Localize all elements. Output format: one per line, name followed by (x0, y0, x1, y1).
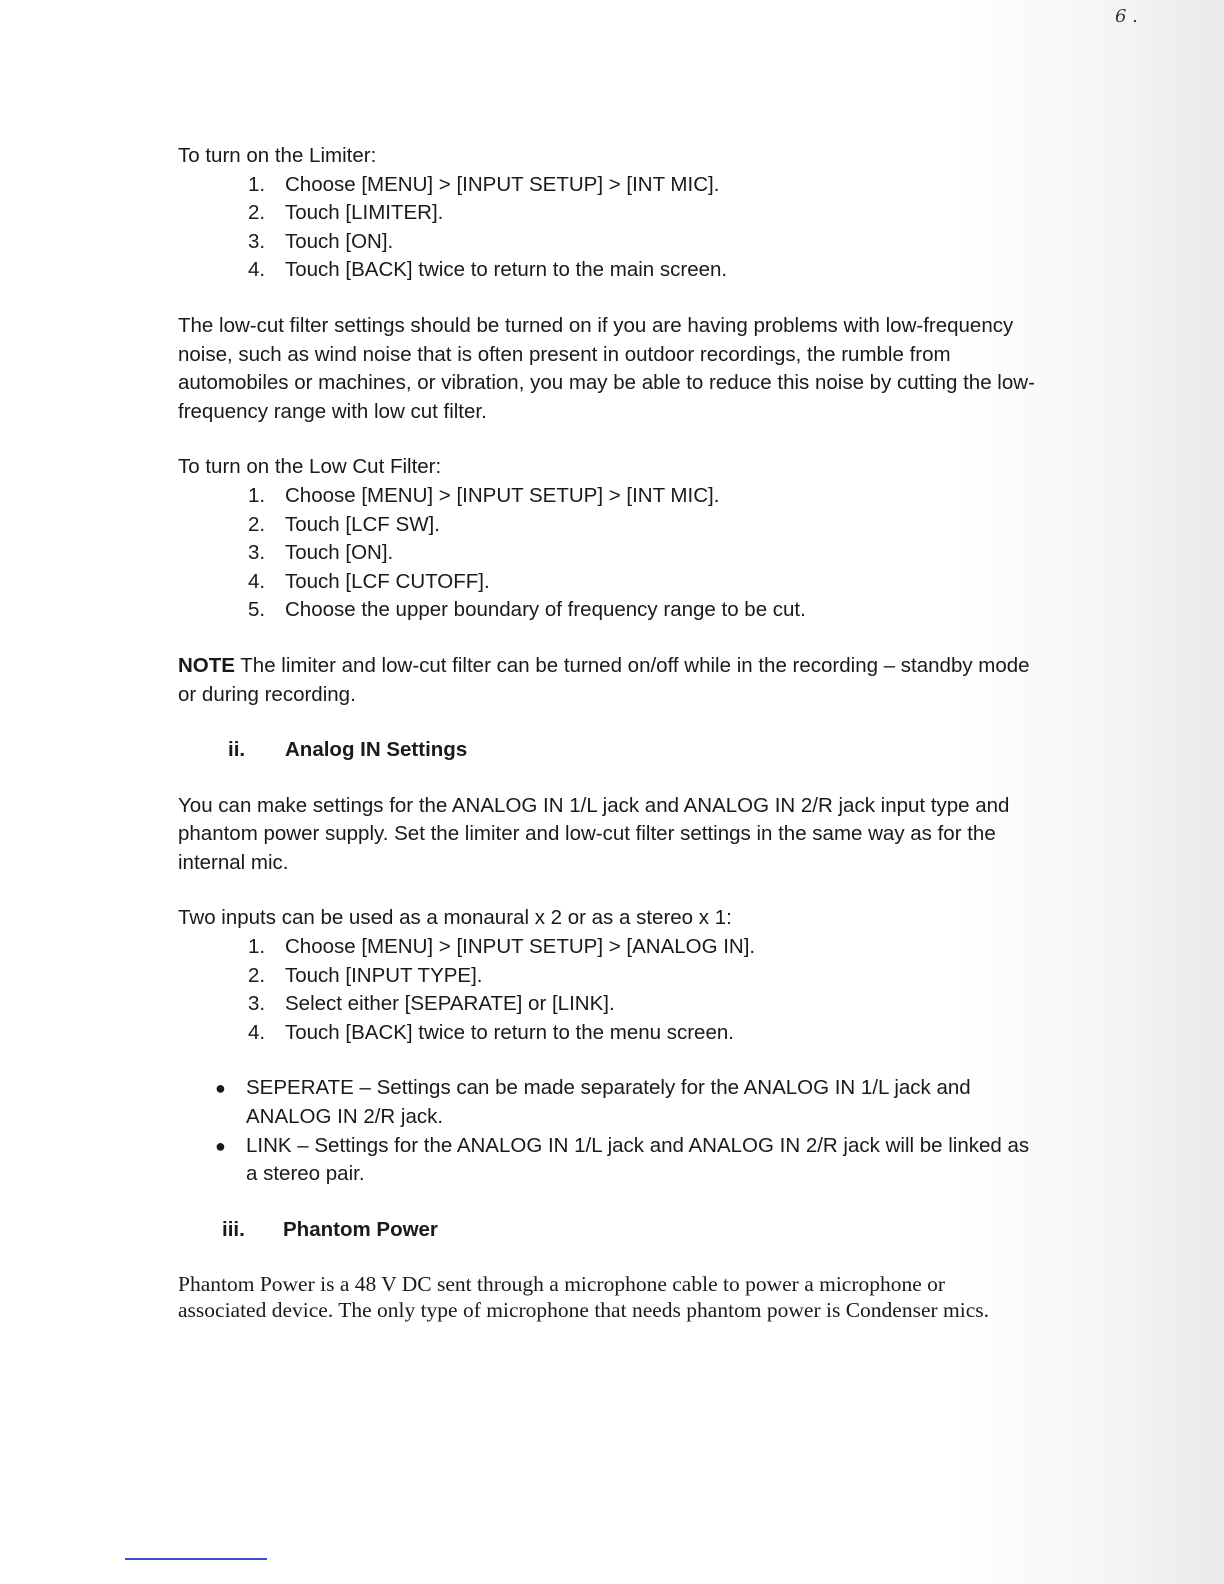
limiter-intro: To turn on the Limiter: (178, 144, 377, 167)
input-type-bullets (178, 1074, 1038, 1188)
footnote-rule (125, 1558, 267, 1560)
list-item: 2. Touch [INPUT TYPE]. (248, 963, 483, 987)
list-item: ● LINK – Settings for the ANALOG IN 1/L jack and ANALOG IN 2/R jack will be linked as a stereo pair. (215, 1133, 1030, 1186)
list-item: 3. Select either [SEPARATE] or [LINK]. (248, 992, 615, 1016)
note-paragraph (178, 652, 1038, 709)
list-item: 4. Touch [BACK] twice to return to the menu screen. (248, 1020, 734, 1044)
analog-in-intro: Two inputs can be used as a monaural x 2 or as a stereo x 1: (178, 906, 732, 930)
section-heading-analog-in: ii. Analog IN Settings (228, 738, 468, 762)
list-item: 1. Choose [MENU] > [INPUT SETUP] > [INT MIC]. (248, 172, 720, 196)
lowcut-steps (178, 482, 1038, 625)
list-item: 2. Touch [LIMITER]. (248, 201, 444, 225)
limiter-steps (178, 171, 1038, 285)
list-item: ● SEPERATE – Settings can be made separately for the ANALOG IN 1/L jack and ANALOG IN 2/R jack. (215, 1076, 971, 1129)
note-label: NOTE (178, 653, 235, 677)
lowcut-intro: To turn on the Low Cut Filter: (178, 455, 442, 479)
section-heading-phantom-power: iii. Phantom Power (222, 1217, 438, 1241)
phantom-power-paragraph: Phantom Power is a 48 V DC sent through a microphone cable to power a microphone or associated device. The only type of microphone that needs phantom power is Condenser mics. (178, 1272, 990, 1323)
list-item: 1. Choose [MENU] > [INPUT SETUP] > [ANALOG IN]. (248, 935, 756, 959)
list-item: 3. Touch [ON]. (248, 229, 394, 253)
list-item: 5. Choose the upper boundary of frequency range to be cut. (248, 598, 806, 622)
note-text: The limiter and low-cut filter can be turned on/off while in the recording – standby mode or during recording. (178, 653, 1030, 706)
list-item: 1. Choose [MENU] > [INPUT SETUP] > [INT MIC]. (248, 483, 720, 507)
list-item: 4. Touch [LCF CUTOFF]. (248, 569, 490, 593)
lowcut-paragraph: The low-cut filter settings should be turned on if you are having problems with low-frequency noise, such as wind noise that is often present in outdoor recordings, the rumble from automobiles or machines, or vibration, you may be able to reduce this noise by cutting the low-frequency range with low cut filter. (178, 313, 1035, 423)
list-item: 2. Touch [LCF SW]. (248, 512, 440, 536)
bullet-icon: ● (215, 1135, 226, 1156)
bullet-icon: ● (215, 1078, 226, 1099)
analog-in-steps (178, 933, 1038, 1047)
list-item: 4. Touch [BACK] twice to return to the main screen. (248, 258, 728, 282)
page-number: 6 . (1115, 6, 1138, 27)
analog-in-paragraph: You can make settings for the ANALOG IN 1/L jack and ANALOG IN 2/R jack input type and phantom power supply. Set the limiter and low-cut filter settings in the same way as for the internal mic. (178, 793, 1010, 874)
list-item: 3. Touch [ON]. (248, 541, 394, 565)
document-body (178, 142, 1038, 1323)
